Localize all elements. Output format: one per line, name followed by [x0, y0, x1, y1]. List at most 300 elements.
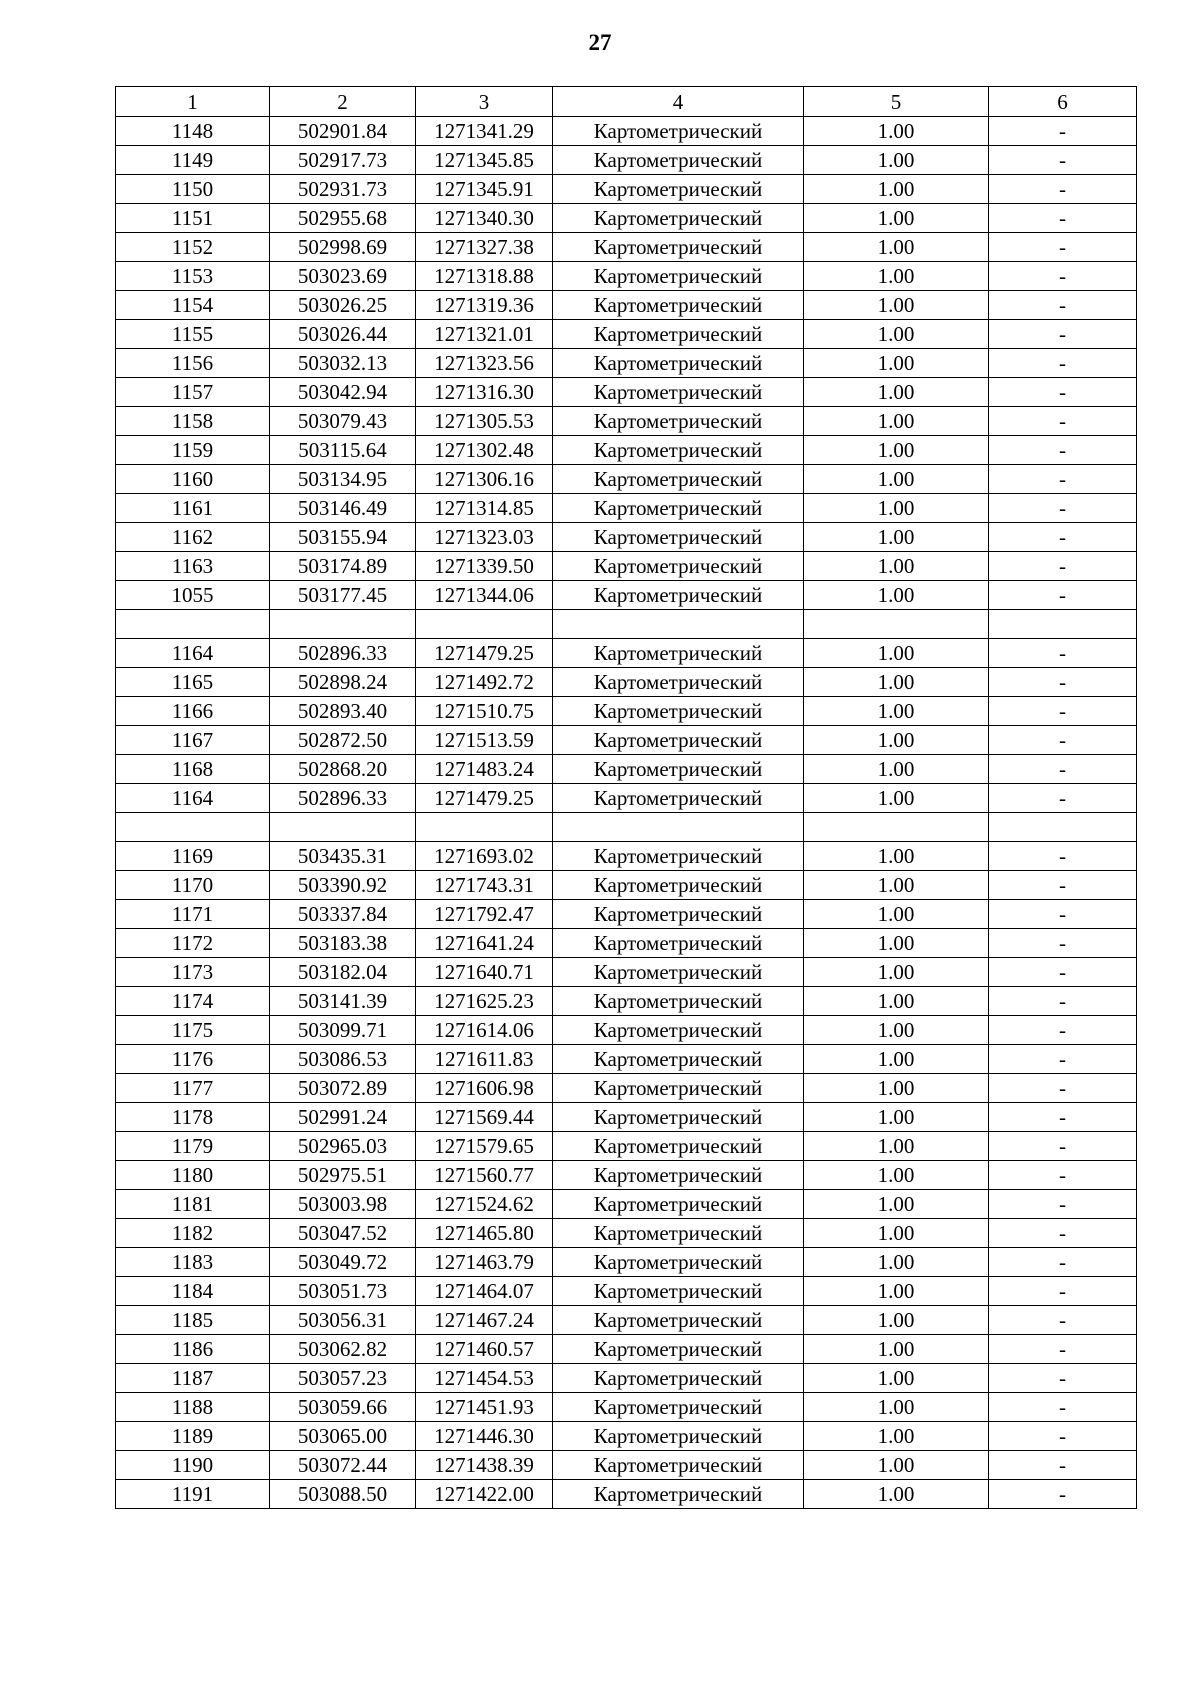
- table-cell: Картометрический: [553, 842, 804, 871]
- table-cell: 1.00: [804, 1132, 989, 1161]
- table-cell: 1156: [116, 349, 270, 378]
- table-cell: 1271340.30: [416, 204, 553, 233]
- table-cell: 1190: [116, 1451, 270, 1480]
- table-cell: 502896.33: [270, 784, 416, 813]
- table-cell: 1.00: [804, 639, 989, 668]
- table-body: [116, 117, 1137, 1509]
- table-cell: 502872.50: [270, 726, 416, 755]
- table-cell: 503003.98: [270, 1190, 416, 1219]
- table-cell: [416, 813, 553, 842]
- table-cell: 1160: [116, 465, 270, 494]
- table-cell: 502991.24: [270, 1103, 416, 1132]
- table-cell: Картометрический: [553, 1393, 804, 1422]
- table-row: [116, 987, 1137, 1016]
- table-cell: Картометрический: [553, 465, 804, 494]
- table-row: [116, 291, 1137, 320]
- table-cell: Картометрический: [553, 1016, 804, 1045]
- table-cell: 503134.95: [270, 465, 416, 494]
- table-cell: -: [989, 1190, 1137, 1219]
- table-cell: 1182: [116, 1219, 270, 1248]
- table-cell: -: [989, 1248, 1137, 1277]
- table-cell: 503026.44: [270, 320, 416, 349]
- table-row: [116, 465, 1137, 494]
- coordinates-table: [115, 86, 1137, 1509]
- table-cell: -: [989, 697, 1137, 726]
- table-cell: 1189: [116, 1422, 270, 1451]
- table-cell: 1167: [116, 726, 270, 755]
- table-cell: 1164: [116, 784, 270, 813]
- table-cell: [553, 813, 804, 842]
- table-cell: 1271302.48: [416, 436, 553, 465]
- table-row: [116, 1277, 1137, 1306]
- table-cell: 1271323.03: [416, 523, 553, 552]
- table-row: [116, 436, 1137, 465]
- table-row: [116, 581, 1137, 610]
- table-cell: 1150: [116, 175, 270, 204]
- table-row: [116, 1393, 1137, 1422]
- table-cell: -: [989, 929, 1137, 958]
- table-cell: 1170: [116, 871, 270, 900]
- table-cell: 502896.33: [270, 639, 416, 668]
- table-cell: 1.00: [804, 175, 989, 204]
- table-cell: -: [989, 552, 1137, 581]
- table-cell: -: [989, 842, 1137, 871]
- table-cell: 1174: [116, 987, 270, 1016]
- table-cell: -: [989, 320, 1137, 349]
- table-cell: 1.00: [804, 552, 989, 581]
- table-cell: 1.00: [804, 436, 989, 465]
- table-cell: -: [989, 1103, 1137, 1132]
- column-header: 5: [804, 87, 989, 117]
- table-cell: -: [989, 987, 1137, 1016]
- table-cell: 1.00: [804, 320, 989, 349]
- table-cell: -: [989, 755, 1137, 784]
- table-cell: 1.00: [804, 1074, 989, 1103]
- table-cell: 1185: [116, 1306, 270, 1335]
- table-row: [116, 871, 1137, 900]
- table-cell: 1271306.16: [416, 465, 553, 494]
- table-cell: 1.00: [804, 1364, 989, 1393]
- table-cell: 1.00: [804, 1393, 989, 1422]
- table-cell: Картометрический: [553, 639, 804, 668]
- table-cell: 1271579.65: [416, 1132, 553, 1161]
- table-cell: 502975.51: [270, 1161, 416, 1190]
- table-cell: 1165: [116, 668, 270, 697]
- table-row: [116, 494, 1137, 523]
- table-cell: 1178: [116, 1103, 270, 1132]
- table-row: [116, 1190, 1137, 1219]
- table-cell: 1271625.23: [416, 987, 553, 1016]
- table-cell: Картометрический: [553, 755, 804, 784]
- table-cell: 503099.71: [270, 1016, 416, 1045]
- table-cell: 1.00: [804, 465, 989, 494]
- table-cell: 1183: [116, 1248, 270, 1277]
- table-row: [116, 175, 1137, 204]
- table-cell: -: [989, 494, 1137, 523]
- table-cell: 1169: [116, 842, 270, 871]
- table-cell: 1271454.53: [416, 1364, 553, 1393]
- column-header: 3: [416, 87, 553, 117]
- table-cell: 1271451.93: [416, 1393, 553, 1422]
- table-cell: 1191: [116, 1480, 270, 1509]
- table-cell: [989, 610, 1137, 639]
- table-cell: -: [989, 465, 1137, 494]
- table-cell: 503177.45: [270, 581, 416, 610]
- table-cell: 1.00: [804, 1422, 989, 1451]
- table-cell: Картометрический: [553, 581, 804, 610]
- table-cell: -: [989, 204, 1137, 233]
- table-cell: 503088.50: [270, 1480, 416, 1509]
- table-cell: -: [989, 1045, 1137, 1074]
- table-cell: Картометрический: [553, 291, 804, 320]
- column-header: 1: [116, 87, 270, 117]
- table-cell: Картометрический: [553, 929, 804, 958]
- table-cell: 1.00: [804, 117, 989, 146]
- table-cell: Картометрический: [553, 987, 804, 1016]
- table-cell: 1271339.50: [416, 552, 553, 581]
- table-cell: Картометрический: [553, 1045, 804, 1074]
- column-header: 6: [989, 87, 1137, 117]
- table-cell: -: [989, 117, 1137, 146]
- table-cell: Картометрический: [553, 1161, 804, 1190]
- table-cell: -: [989, 523, 1137, 552]
- table-cell: 503146.49: [270, 494, 416, 523]
- table-cell: 502998.69: [270, 233, 416, 262]
- table-cell: 1271560.77: [416, 1161, 553, 1190]
- table-row: [116, 929, 1137, 958]
- table-cell: 1.00: [804, 233, 989, 262]
- table-cell: 1.00: [804, 958, 989, 987]
- table-cell: Картометрический: [553, 1248, 804, 1277]
- table-cell: 503047.52: [270, 1219, 416, 1248]
- table-cell: -: [989, 407, 1137, 436]
- table-cell: 1271743.31: [416, 871, 553, 900]
- table-cell: [553, 610, 804, 639]
- table-cell: 1.00: [804, 494, 989, 523]
- table-cell: 1.00: [804, 1248, 989, 1277]
- table-cell: 502868.20: [270, 755, 416, 784]
- table-cell: 1271611.83: [416, 1045, 553, 1074]
- table-cell: 1.00: [804, 1277, 989, 1306]
- table-cell: 503155.94: [270, 523, 416, 552]
- table-cell: 1271492.72: [416, 668, 553, 697]
- table-cell: Картометрический: [553, 1422, 804, 1451]
- table-cell: 502917.73: [270, 146, 416, 175]
- table-row: [116, 378, 1137, 407]
- table-cell: 503079.43: [270, 407, 416, 436]
- table-cell: -: [989, 668, 1137, 697]
- table-cell: Картометрический: [553, 204, 804, 233]
- table-row: [116, 1161, 1137, 1190]
- table-cell: Картометрический: [553, 1364, 804, 1393]
- table-cell: [116, 813, 270, 842]
- table-cell: -: [989, 1364, 1137, 1393]
- table-cell: 1271305.53: [416, 407, 553, 436]
- table-cell: 1184: [116, 1277, 270, 1306]
- table-cell: -: [989, 1335, 1137, 1364]
- table-cell: 1271438.39: [416, 1451, 553, 1480]
- table-cell: [804, 813, 989, 842]
- table-cell: 1153: [116, 262, 270, 291]
- table-cell: 1.00: [804, 871, 989, 900]
- table-cell: 1.00: [804, 842, 989, 871]
- table-cell: 502893.40: [270, 697, 416, 726]
- table-cell: 1151: [116, 204, 270, 233]
- table-cell: 1154: [116, 291, 270, 320]
- table-cell: 1271467.24: [416, 1306, 553, 1335]
- table-row: [116, 1045, 1137, 1074]
- table-cell: -: [989, 1074, 1137, 1103]
- table-cell: -: [989, 639, 1137, 668]
- table-cell: 1.00: [804, 929, 989, 958]
- table-cell: 1271316.30: [416, 378, 553, 407]
- table-cell: 1.00: [804, 291, 989, 320]
- table-cell: -: [989, 175, 1137, 204]
- table-cell: 1.00: [804, 1045, 989, 1074]
- table-cell: 1271321.01: [416, 320, 553, 349]
- table-cell: 1172: [116, 929, 270, 958]
- table-cell: 1175: [116, 1016, 270, 1045]
- table-cell: 1.00: [804, 146, 989, 175]
- table-cell: Картометрический: [553, 378, 804, 407]
- table-row: [116, 552, 1137, 581]
- table-cell: -: [989, 1161, 1137, 1190]
- table-cell: 1176: [116, 1045, 270, 1074]
- table-cell: 1187: [116, 1364, 270, 1393]
- table-cell: 1271465.80: [416, 1219, 553, 1248]
- table-cell: Картометрический: [553, 1306, 804, 1335]
- table-cell: 1271319.36: [416, 291, 553, 320]
- table-row: [116, 610, 1137, 639]
- table-cell: 1271569.44: [416, 1103, 553, 1132]
- table-row: [116, 1306, 1137, 1335]
- table-row: [116, 1480, 1137, 1509]
- table-cell: 1.00: [804, 1306, 989, 1335]
- table-cell: 1188: [116, 1393, 270, 1422]
- table-cell: 1162: [116, 523, 270, 552]
- table-row: [116, 900, 1137, 929]
- table-cell: 1271341.29: [416, 117, 553, 146]
- table-cell: 1.00: [804, 900, 989, 929]
- table-cell: 1.00: [804, 1480, 989, 1509]
- table-cell: -: [989, 1422, 1137, 1451]
- table-row: [116, 204, 1137, 233]
- table-cell: 1271464.07: [416, 1277, 553, 1306]
- table-cell: 503182.04: [270, 958, 416, 987]
- table-cell: 1181: [116, 1190, 270, 1219]
- table-cell: 503057.23: [270, 1364, 416, 1393]
- table-cell: 503026.25: [270, 291, 416, 320]
- table-header-row: [116, 87, 1137, 117]
- table-cell: 1155: [116, 320, 270, 349]
- table-row: [116, 262, 1137, 291]
- table-cell: 1.00: [804, 1103, 989, 1132]
- table-row: [116, 813, 1137, 842]
- table-cell: 1.00: [804, 697, 989, 726]
- table-cell: 1.00: [804, 523, 989, 552]
- table-cell: 1.00: [804, 1451, 989, 1480]
- table-cell: 1.00: [804, 1161, 989, 1190]
- table-cell: Картометрический: [553, 1132, 804, 1161]
- table-cell: 503072.44: [270, 1451, 416, 1480]
- table-cell: Картометрический: [553, 349, 804, 378]
- table-cell: -: [989, 581, 1137, 610]
- table-cell: -: [989, 1016, 1137, 1045]
- table-cell: 1271446.30: [416, 1422, 553, 1451]
- table-row: [116, 407, 1137, 436]
- table-row: [116, 1074, 1137, 1103]
- column-header: 4: [553, 87, 804, 117]
- table-row: [116, 639, 1137, 668]
- table-cell: 1.00: [804, 262, 989, 291]
- table-cell: 503065.00: [270, 1422, 416, 1451]
- table-cell: 1271463.79: [416, 1248, 553, 1277]
- table-cell: Картометрический: [553, 668, 804, 697]
- table-cell: 1055: [116, 581, 270, 610]
- table-cell: -: [989, 784, 1137, 813]
- table-cell: 1271422.00: [416, 1480, 553, 1509]
- table-cell: 1179: [116, 1132, 270, 1161]
- column-header: 2: [270, 87, 416, 117]
- table-cell: -: [989, 233, 1137, 262]
- table-cell: -: [989, 900, 1137, 929]
- table-cell: 1.00: [804, 1335, 989, 1364]
- table-cell: 1.00: [804, 407, 989, 436]
- table-cell: 1159: [116, 436, 270, 465]
- table-cell: 502898.24: [270, 668, 416, 697]
- table-cell: 503390.92: [270, 871, 416, 900]
- table-row: [116, 958, 1137, 987]
- table-row: [116, 1103, 1137, 1132]
- table-row: [116, 320, 1137, 349]
- table-cell: Картометрический: [553, 233, 804, 262]
- table-cell: 1.00: [804, 726, 989, 755]
- table-row: [116, 784, 1137, 813]
- table-cell: Картометрический: [553, 552, 804, 581]
- table-cell: 1158: [116, 407, 270, 436]
- table-cell: 1271693.02: [416, 842, 553, 871]
- table-cell: -: [989, 871, 1137, 900]
- table-cell: 503337.84: [270, 900, 416, 929]
- table-cell: 502965.03: [270, 1132, 416, 1161]
- table-cell: 503051.73: [270, 1277, 416, 1306]
- table-cell: 1177: [116, 1074, 270, 1103]
- table-cell: 1271318.88: [416, 262, 553, 291]
- table-cell: 502901.84: [270, 117, 416, 146]
- table-cell: 1186: [116, 1335, 270, 1364]
- table-cell: 1271524.62: [416, 1190, 553, 1219]
- table-cell: Картометрический: [553, 1335, 804, 1364]
- table-cell: 502955.68: [270, 204, 416, 233]
- table-cell: -: [989, 146, 1137, 175]
- table-cell: 1166: [116, 697, 270, 726]
- table-row: [116, 1219, 1137, 1248]
- table-row: [116, 726, 1137, 755]
- table-cell: 1271640.71: [416, 958, 553, 987]
- table-cell: Картометрический: [553, 407, 804, 436]
- table-cell: Картометрический: [553, 146, 804, 175]
- table-cell: Картометрический: [553, 900, 804, 929]
- table-cell: -: [989, 726, 1137, 755]
- table-row: [116, 1364, 1137, 1393]
- table-cell: -: [989, 436, 1137, 465]
- table-cell: 1.00: [804, 1016, 989, 1045]
- table-cell: [804, 610, 989, 639]
- table-cell: -: [989, 1132, 1137, 1161]
- table-cell: 1164: [116, 639, 270, 668]
- table-cell: -: [989, 1451, 1137, 1480]
- table-cell: [416, 610, 553, 639]
- table-cell: 1.00: [804, 987, 989, 1016]
- table-cell: 1163: [116, 552, 270, 581]
- table-cell: 503042.94: [270, 378, 416, 407]
- table-cell: 1271460.57: [416, 1335, 553, 1364]
- table-cell: 503059.66: [270, 1393, 416, 1422]
- table-cell: -: [989, 958, 1137, 987]
- table-cell: 502931.73: [270, 175, 416, 204]
- table-cell: Картометрический: [553, 784, 804, 813]
- table-cell: -: [989, 262, 1137, 291]
- table-cell: 1.00: [804, 1190, 989, 1219]
- table-cell: 1271345.91: [416, 175, 553, 204]
- table-cell: -: [989, 1306, 1137, 1335]
- table-row: [116, 668, 1137, 697]
- table-cell: Картометрический: [553, 523, 804, 552]
- table-cell: Картометрический: [553, 1074, 804, 1103]
- table-cell: Картометрический: [553, 117, 804, 146]
- table-cell: -: [989, 349, 1137, 378]
- table-row: [116, 1422, 1137, 1451]
- table-cell: 1271345.85: [416, 146, 553, 175]
- table-row: [116, 146, 1137, 175]
- table-cell: -: [989, 1393, 1137, 1422]
- table-cell: 503086.53: [270, 1045, 416, 1074]
- table-cell: 1.00: [804, 1219, 989, 1248]
- table-cell: Картометрический: [553, 1277, 804, 1306]
- table-cell: 503032.13: [270, 349, 416, 378]
- table-cell: 1148: [116, 117, 270, 146]
- table-cell: Картометрический: [553, 1451, 804, 1480]
- table-cell: -: [989, 378, 1137, 407]
- table-cell: 1271510.75: [416, 697, 553, 726]
- page-number: 27: [588, 30, 612, 55]
- table-cell: 1.00: [804, 378, 989, 407]
- table-cell: 1271479.25: [416, 784, 553, 813]
- table-cell: 1271792.47: [416, 900, 553, 929]
- table-cell: 1271344.06: [416, 581, 553, 610]
- table-cell: [270, 610, 416, 639]
- table-cell: 503072.89: [270, 1074, 416, 1103]
- table-row: [116, 1451, 1137, 1480]
- table-row: [116, 842, 1137, 871]
- table-cell: -: [989, 1277, 1137, 1306]
- table-cell: Картометрический: [553, 871, 804, 900]
- table-row: [116, 117, 1137, 146]
- table-cell: 503141.39: [270, 987, 416, 1016]
- table-cell: [270, 813, 416, 842]
- table-row: [116, 1248, 1137, 1277]
- table-cell: 1149: [116, 146, 270, 175]
- table-cell: Картометрический: [553, 1190, 804, 1219]
- table-cell: 1271483.24: [416, 755, 553, 784]
- table-cell: 503183.38: [270, 929, 416, 958]
- table-cell: 503023.69: [270, 262, 416, 291]
- table-cell: Картометрический: [553, 697, 804, 726]
- table-cell: Картометрический: [553, 175, 804, 204]
- table-row: [116, 1016, 1137, 1045]
- table-cell: 1271323.56: [416, 349, 553, 378]
- table-cell: -: [989, 1480, 1137, 1509]
